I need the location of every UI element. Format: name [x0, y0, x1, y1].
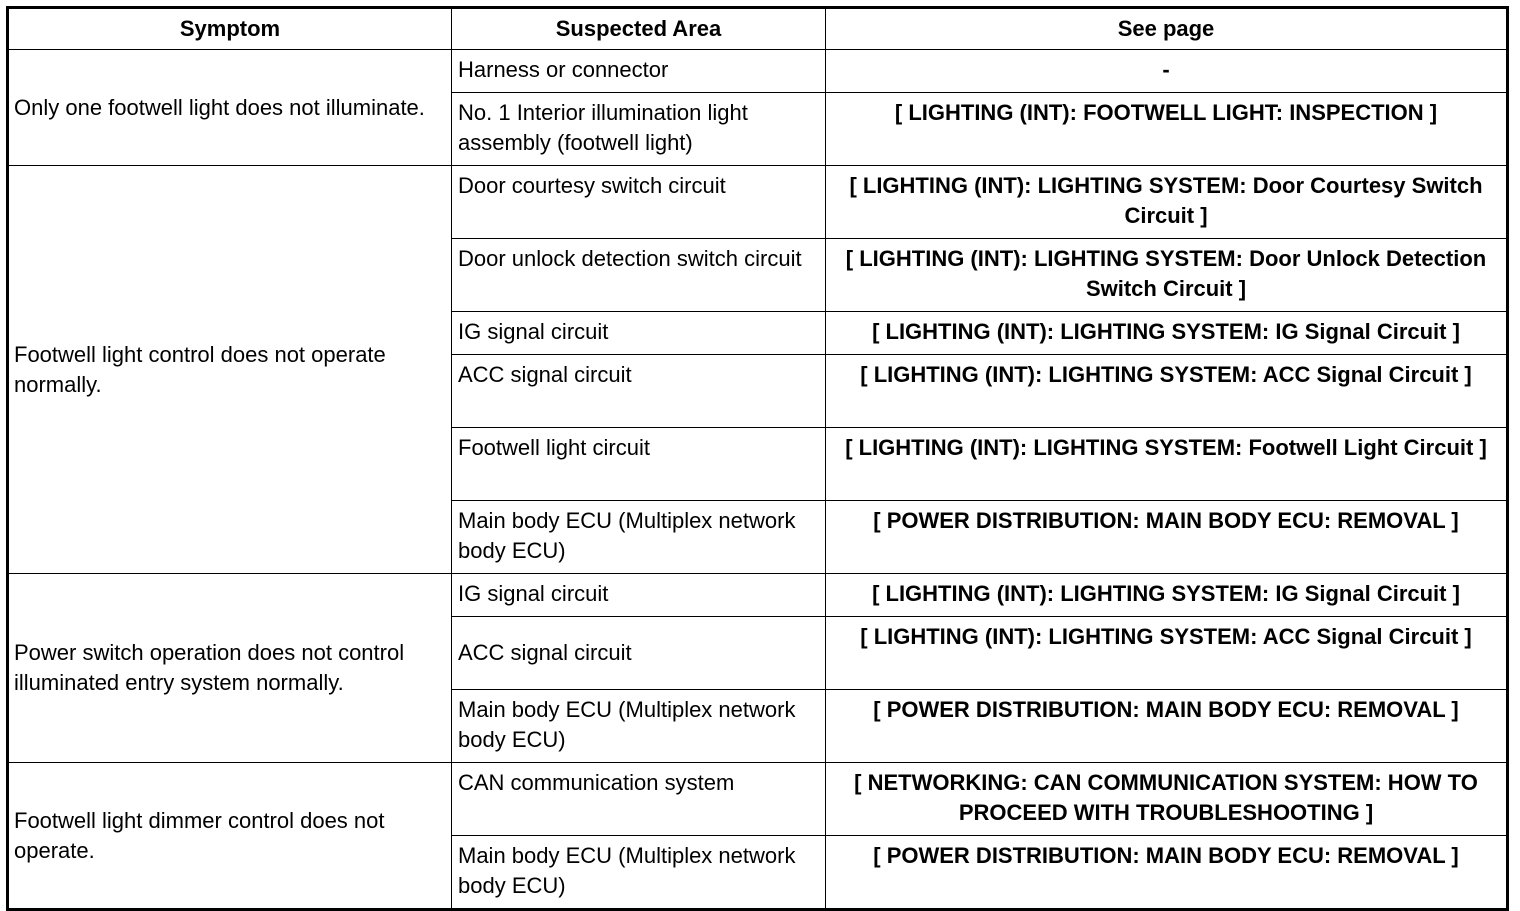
- see-page-cell: [ NETWORKING: CAN COMMUNICATION SYSTEM: HOW TO PROCEED WITH TROUBLESHOOTING ]: [826, 763, 1508, 836]
- suspected-area-cell: Door courtesy switch circuit: [452, 166, 826, 239]
- see-page-cell: [ LIGHTING (INT): LIGHTING SYSTEM: IG Signal Circuit ]: [826, 312, 1508, 355]
- see-page-cell: [ LIGHTING (INT): LIGHTING SYSTEM: Footwell Light Circuit ]: [826, 428, 1508, 501]
- suspected-area-cell: Footwell light circuit: [452, 428, 826, 501]
- suspected-area-cell: IG signal circuit: [452, 574, 826, 617]
- symptom-cell: Footwell light dimmer control does not operate.: [8, 763, 452, 910]
- see-page-cell: [ POWER DISTRIBUTION: MAIN BODY ECU: REMOVAL ]: [826, 501, 1508, 574]
- symptom-cell: Only one footwell light does not illuminate.: [8, 50, 452, 166]
- see-page-cell: [ LIGHTING (INT): LIGHTING SYSTEM: ACC Signal Circuit ]: [826, 617, 1508, 690]
- see-page-cell: -: [826, 50, 1508, 93]
- see-page-cell: [ POWER DISTRIBUTION: MAIN BODY ECU: REMOVAL ]: [826, 690, 1508, 763]
- see-page-cell: [ LIGHTING (INT): LIGHTING SYSTEM: IG Signal Circuit ]: [826, 574, 1508, 617]
- see-page-cell: [ LIGHTING (INT): FOOTWELL LIGHT: INSPECTION ]: [826, 93, 1508, 166]
- see-page-cell: [ LIGHTING (INT): LIGHTING SYSTEM: Door Courtesy Switch Circuit ]: [826, 166, 1508, 239]
- table-row: [8, 50, 1508, 93]
- suspected-area-cell: No. 1 Interior illumination light assembly (footwell light): [452, 93, 826, 166]
- table-row: [8, 763, 1508, 836]
- suspected-area-cell: ACC signal circuit: [452, 617, 826, 690]
- see-page-cell: [ POWER DISTRIBUTION: MAIN BODY ECU: REMOVAL ]: [826, 836, 1508, 910]
- symptom-cell: Footwell light control does not operate normally.: [8, 166, 452, 574]
- suspected-area-cell: CAN communication system: [452, 763, 826, 836]
- suspected-area-cell: Harness or connector: [452, 50, 826, 93]
- table-row: [8, 574, 1508, 617]
- suspected-area-cell: Main body ECU (Multiplex network body ECU): [452, 501, 826, 574]
- header-see-page: See page: [826, 8, 1508, 50]
- troubleshooting-table: [6, 6, 1509, 911]
- symptom-cell: Power switch operation does not control illuminated entry system normally.: [8, 574, 452, 763]
- suspected-area-cell: Main body ECU (Multiplex network body ECU): [452, 690, 826, 763]
- suspected-area-cell: Main body ECU (Multiplex network body ECU): [452, 836, 826, 910]
- header-suspected-area: Suspected Area: [452, 8, 826, 50]
- header-row: [8, 8, 1508, 50]
- see-page-cell: [ LIGHTING (INT): LIGHTING SYSTEM: ACC Signal Circuit ]: [826, 355, 1508, 428]
- header-symptom: Symptom: [8, 8, 452, 50]
- see-page-cell: [ LIGHTING (INT): LIGHTING SYSTEM: Door Unlock Detection Switch Circuit ]: [826, 239, 1508, 312]
- suspected-area-cell: IG signal circuit: [452, 312, 826, 355]
- suspected-area-cell: ACC signal circuit: [452, 355, 826, 428]
- suspected-area-cell: Door unlock detection switch circuit: [452, 239, 826, 312]
- table-row: [8, 166, 1508, 239]
